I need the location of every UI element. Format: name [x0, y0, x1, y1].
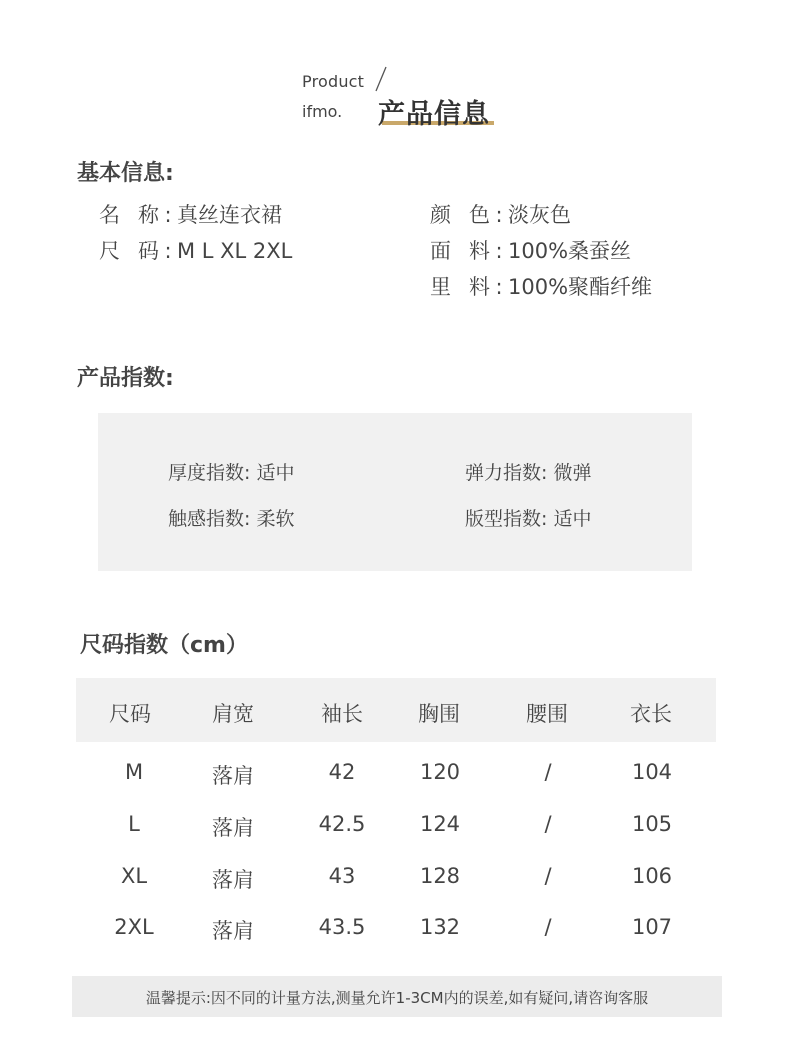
table-cell: 132 [419, 915, 461, 939]
info-row-size: 尺 码 : M L XL 2XL [99, 235, 292, 265]
table-cell: 2XL [114, 915, 154, 939]
basic-info-heading: 基本信息: [77, 161, 174, 186]
table-cell: 106 [631, 864, 673, 888]
table-cell: L [128, 812, 140, 836]
table-cell: 107 [631, 915, 673, 939]
info-key: 里 料 [430, 275, 490, 299]
info-key: 名 称 [99, 203, 159, 227]
table-cell: 落肩 [212, 919, 254, 943]
table-cell: / [544, 864, 552, 888]
col-header-shoulder: 肩宽 [212, 702, 254, 726]
table-cell: 105 [631, 812, 673, 836]
page-title: 产品信息 [378, 99, 490, 130]
col-header-length: 衣长 [630, 702, 672, 726]
info-value: M L XL 2XL [177, 239, 293, 263]
header-english-line1: Product [302, 72, 365, 91]
table-cell: XL [120, 864, 148, 888]
info-value: 淡灰色 [508, 203, 571, 227]
info-value: 100%聚酯纤维 [508, 275, 653, 299]
index-fit: 版型指数: 适中 [465, 508, 592, 530]
header-english-line2: ifmo. [302, 102, 343, 121]
index-touch: 触感指数: 柔软 [168, 508, 295, 530]
info-value: 真丝连衣裙 [177, 203, 282, 227]
table-cell: 43 [328, 864, 356, 888]
info-key: 尺 码 [99, 239, 159, 263]
table-cell: / [544, 812, 552, 836]
info-value: 100%桑蚕丝 [508, 239, 632, 263]
col-header-chest: 胸围 [418, 702, 460, 726]
table-cell: / [544, 760, 552, 784]
table-cell: M [124, 760, 144, 784]
info-key: 颜 色 [430, 203, 490, 227]
col-header-size: 尺码 [109, 702, 151, 726]
product-index-heading: 产品指数: [77, 366, 174, 391]
product-index-panel [98, 413, 692, 571]
table-cell: 120 [419, 760, 461, 784]
col-header-sleeve: 袖长 [321, 702, 363, 726]
info-row-lining: 里 料 : 100%聚酯纤维 [430, 271, 652, 301]
measurement-note: 温馨提示:因不同的计量方法,测量允许1-3CM内的误差,如有疑问,请咨询客服 [145, 989, 649, 1007]
col-header-waist: 腰围 [526, 702, 568, 726]
info-row-fabric: 面 料 : 100%桑蚕丝 [430, 235, 631, 265]
info-row-name: 名 称 : 真丝连衣裙 [99, 199, 282, 229]
table-cell: 43.5 [318, 915, 366, 939]
table-cell: 42.5 [318, 812, 366, 836]
info-key: 面 料 [430, 239, 490, 263]
table-cell: 落肩 [212, 816, 254, 840]
slash-decoration [368, 66, 392, 92]
table-cell: 42 [328, 760, 356, 784]
table-cell: 落肩 [212, 764, 254, 788]
table-cell: 124 [419, 812, 461, 836]
info-row-color: 颜 色 : 淡灰色 [430, 199, 571, 229]
index-thickness: 厚度指数: 适中 [168, 462, 295, 484]
table-cell: 128 [419, 864, 461, 888]
size-chart-heading: 尺码指数（cm） [80, 633, 248, 658]
table-cell: / [544, 915, 552, 939]
table-cell: 104 [631, 760, 673, 784]
index-elasticity: 弹力指数: 微弹 [465, 462, 592, 484]
table-cell: 落肩 [212, 868, 254, 892]
